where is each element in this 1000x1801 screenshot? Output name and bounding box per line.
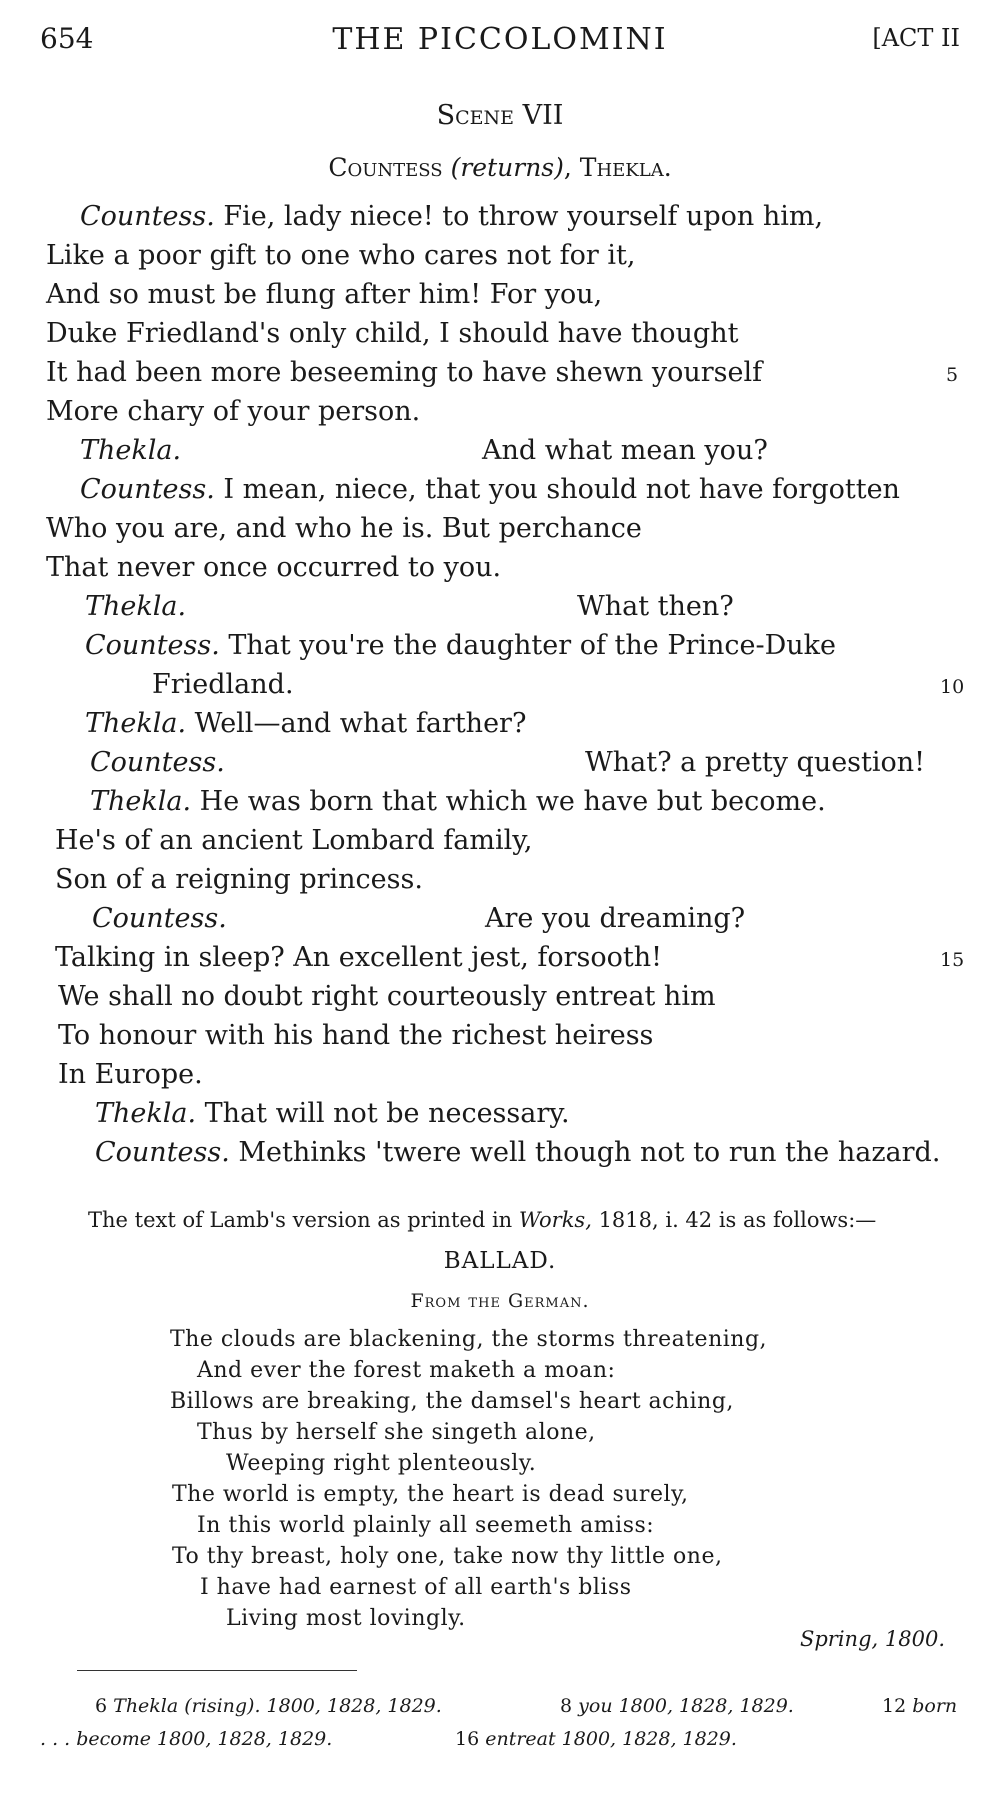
ballad-line: I have had earnest of all earth's bliss (200, 1575, 632, 1600)
footnote: 8 you 1800, 1828, 1829. (560, 1695, 794, 1717)
ballad-subtitle: From the German. (410, 1290, 590, 1312)
verse-line: Thekla. That will not be necessary. (95, 1098, 570, 1129)
verse-line: Like a poor gift to one who cares not for it, (46, 240, 636, 271)
verse-line: Thekla. (85, 591, 187, 622)
ballad-line: Billows are breaking, the damsel's heart aching, (170, 1389, 734, 1414)
running-title: THE PICCOLOMINI (332, 22, 668, 57)
footnote: 16 entreat 1800, 1828, 1829. (455, 1728, 737, 1750)
ballad-line: And ever the forest maketh a moan: (197, 1358, 616, 1383)
verse-line: Countess. Methinks 'twere well though not to run the hazard. (95, 1137, 941, 1168)
page-number: 654 (40, 22, 94, 55)
verse-line: Talking in sleep? An excellent jest, forsooth! (55, 942, 662, 973)
ballad-line: The clouds are blackening, the storms threatening, (170, 1327, 768, 1352)
verse-line: Countess. I mean, niece, that you should not have forgotten (80, 474, 900, 505)
verse-line: Are you dreaming? (485, 903, 746, 934)
ballad-line: Weeping right plenteously. (226, 1451, 537, 1476)
verse-line: And so must be flung after him! For you, (46, 279, 603, 310)
footnote: 6 Thekla (rising). 1800, 1828, 1829. (95, 1695, 442, 1717)
ballad-line: In this world plainly all seemeth amiss: (197, 1513, 655, 1538)
running-header (40, 22, 960, 62)
verse-line: Who you are, and who he is. But perchance (46, 513, 642, 544)
verse-line: Countess. (92, 903, 227, 934)
ballad-date: Spring, 1800. (799, 1627, 945, 1651)
scene-heading: Scene VII (436, 100, 564, 131)
verse-line: Thekla. (80, 435, 182, 466)
footnote-rule (77, 1670, 357, 1671)
act-label: [ACT II (872, 24, 960, 52)
verse-line: Countess. Fie, lady niece! to throw yourself upon him, (80, 201, 824, 232)
verse-line: To honour with his hand the richest heiress (58, 1020, 654, 1051)
verse-line: What? a pretty question! (585, 747, 926, 778)
ballad-line: Living most lovingly. (226, 1606, 466, 1631)
verse-line: It had been more beseeming to have shewn yourself (46, 357, 763, 388)
verse-line: We shall no doubt right courteously entreat him (58, 981, 716, 1012)
ballad-title: BALLAD. (443, 1248, 557, 1274)
ballad-line: To thy breast, holy one, take now thy little one, (172, 1544, 723, 1569)
verse-line: Countess. That you're the daughter of the Prince-Duke (85, 630, 837, 661)
verse-line: Friedland. (152, 669, 294, 700)
line-number: 5 (946, 364, 959, 386)
verse-line: Thekla. Well—and what farther? (85, 708, 527, 739)
footnote: 12 born (882, 1695, 958, 1717)
verse-line: What then? (577, 591, 734, 622)
verse-line: In Europe. (58, 1059, 203, 1090)
line-number: 10 (940, 676, 965, 698)
verse-line: More chary of your person. (46, 396, 421, 427)
ballad-line: Thus by herself she singeth alone, (197, 1420, 596, 1445)
line-number: 15 (940, 949, 965, 971)
verse-line: Countess. (90, 747, 225, 778)
verse-line: Son of a reigning princess. (55, 864, 423, 895)
footnote: . . . become 1800, 1828, 1829. (40, 1728, 333, 1750)
verse-line: That never once occurred to you. (46, 552, 502, 583)
verse-line: He's of an ancient Lombard family, (55, 825, 533, 856)
verse-line: Thekla. He was born that which we have but become. (90, 786, 826, 817)
verse-line: And what mean you? (482, 435, 768, 466)
editorial-note: The text of Lamb's version as printed in Works, 1818, i. 42 is as follows:— (88, 1208, 877, 1232)
verse-line: Duke Friedland's only child, I should have thought (46, 318, 739, 349)
scene-characters: Countess (returns), Thekla. (328, 153, 672, 182)
ballad-line: The world is empty, the heart is dead surely, (172, 1482, 689, 1507)
